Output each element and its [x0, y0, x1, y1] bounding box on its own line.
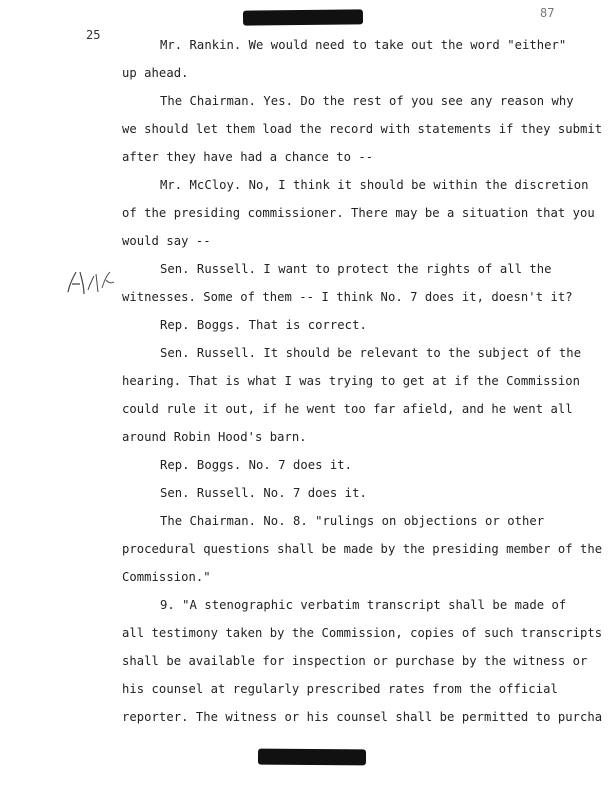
transcript-line: Mr. Rankin. We would need to take out the word "either" — [160, 38, 567, 52]
transcript-line: would say -- — [122, 234, 211, 248]
stamp-number: 87 — [540, 6, 555, 20]
redaction-bar-bottom — [258, 749, 366, 766]
transcript-line: 9. "A stenographic verbatim transcript shall be made of — [160, 598, 567, 612]
transcript-line: reporter. The witness or his counsel shall be permitted to purcha — [122, 710, 603, 724]
transcript-line: we should let them load the record with statements if they submit — [122, 122, 603, 136]
transcript-line: Rep. Boggs. That is correct. — [160, 318, 367, 332]
transcript-line: witnesses. Some of them -- I think No. 7 does it, doesn't it? — [122, 290, 573, 304]
transcript-line: around Robin Hood's barn. — [122, 430, 307, 444]
transcript-line: The Chairman. Yes. Do the rest of you see any reason why — [160, 94, 574, 108]
redaction-bar-top — [243, 9, 363, 25]
transcript-line: procedural questions shall be made by the presiding member of the — [122, 542, 603, 556]
transcript-line: could rule it out, if he went too far afield, and he went all — [122, 402, 573, 416]
transcript-line: of the presiding commissioner. There may be a situation that you — [122, 206, 595, 220]
transcript-line: his counsel at regularly prescribed rates from the official — [122, 682, 558, 696]
transcript-line: hearing. That is what I was trying to get at if the Commission — [122, 374, 581, 388]
transcript-line: up ahead. — [122, 66, 189, 80]
transcript-line: Mr. McCloy. No, I think it should be within the discretion — [160, 178, 589, 192]
transcript-line: Rep. Boggs. No. 7 does it. — [160, 458, 353, 472]
transcript-line: The Chairman. No. 8. "rulings on objections or other — [160, 514, 545, 528]
page-number: 25 — [86, 28, 101, 42]
transcript-line: after they have had a chance to -- — [122, 150, 374, 164]
transcript-line: Commission." — [122, 570, 211, 584]
handwritten-initials — [62, 262, 122, 302]
transcript-line: all testimony taken by the Commission, copies of such transcripts — [122, 626, 603, 640]
transcript-line: Sen. Russell. I want to protect the rights of all the — [160, 262, 552, 276]
transcript-line: Sen. Russell. No. 7 does it. — [160, 486, 367, 500]
transcript-line: Sen. Russell. It should be relevant to the subject of the — [160, 346, 582, 360]
transcript-line: shall be available for inspection or purchase by the witness or — [122, 654, 588, 668]
